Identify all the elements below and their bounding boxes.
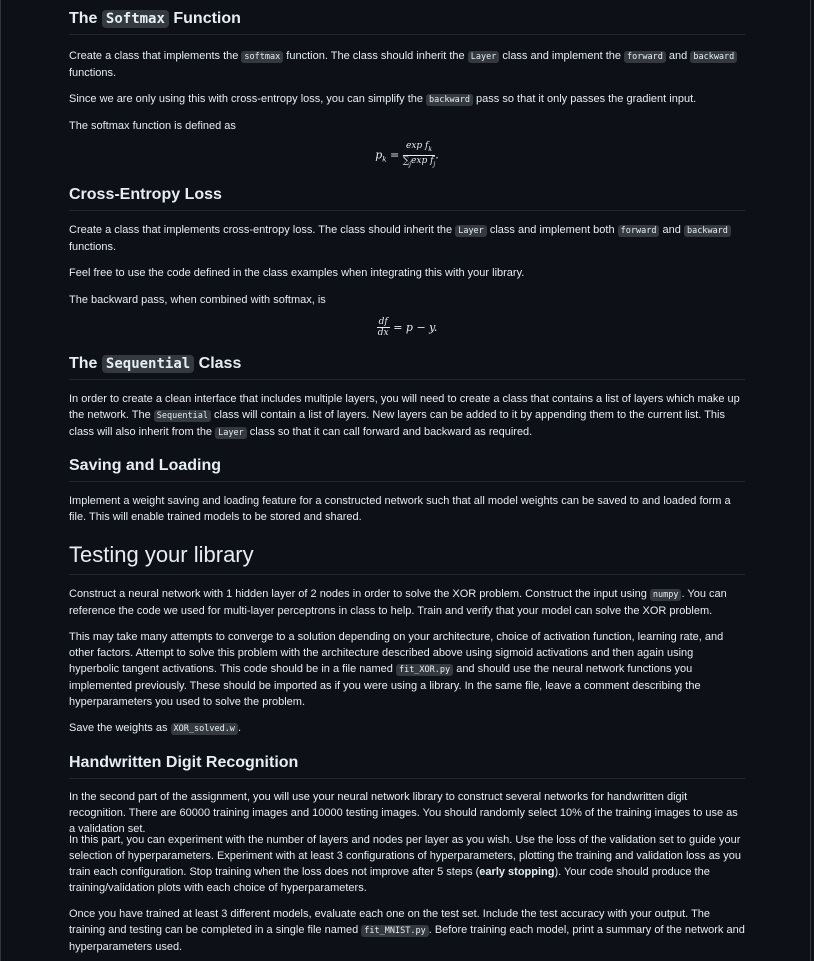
testing-paragraph-1: Construct a neural network with 1 hidden layer of 2 nodes in order to solve the XOR problem. Construct the input using numpy . You can reference the code we used for multi-layer perceptrons in class to help. Train and verify that your model can solve the XOR problem. <box>69 588 727 617</box>
heading-softmax: The Softmax Function <box>69 10 745 35</box>
digits-paragraph-1: In the second part of the assignment, you will use your neural network library to construct several networks for handwritten digit recognition. There are 60000 training images and 10000 testing images. You should randomly select 10% of the training images to use as a validation set. <box>69 791 738 835</box>
testing-paragraph-2: This may take many attempts to converge to a solution depending on your architecture, choice of activation function, learning rate, and other factors. Attempt to solve this problem with the architecture described above using sigmoid activations and then again using hyperbolic tangent activations. This code should be in a file named fit_XOR.py and should use the neural network functions you implemented previously. These should be imported as if you were using a library. In the same file, leave a comment describing the hyperparameters you used to solve the problem. <box>69 631 724 708</box>
softmax-equation: $p_k$ = $\frac{\exp f_k}{\sum_j\exp f_j}$ . <box>375 141 439 168</box>
xent-paragraph-3: The backward pass, when combined with softmax, is <box>69 294 326 306</box>
testing-paragraph-3: Save the weights as XOR_solved.w . <box>69 722 241 734</box>
softmax-paragraph-1: Create a class that implements the softmax function. The class should inherit the Layer class and implement the forward and backward functions. <box>69 48 745 81</box>
heading-cross-entropy: Cross-Entropy Loss <box>69 186 745 211</box>
digits-paragraph-2: In this part, you can experiment with the number of layers and nodes per layer as you wish. Use the loss of the validation set to guide your selection of hyperparameters. Experiment with at least 3 configurations of hyperparameters, plotting the training and validation loss as you train each configuration. Stop training when the loss does not improve after 5 steps (early stopping). Your code should produce the training/validation plots with each choice of hyperparameters. <box>69 834 741 894</box>
heading-sequential: The Sequential Class <box>69 355 745 380</box>
heading-digit-recognition: Handwritten Digit Recognition <box>69 754 745 779</box>
softmax-paragraph-3: The softmax function is defined as <box>69 120 236 132</box>
saving-paragraph-1: Implement a weight saving and loading feature for a constructed network such that all model weights can be saved to and loaded form a file. This will enable trained models to be stored and shared. <box>69 495 731 523</box>
xent-equation: $\frac{df}{dx}$ = p − y. <box>377 317 438 338</box>
heading-testing-library: Testing your library <box>69 542 745 575</box>
xent-paragraph-1: Create a class that implements cross-entropy loss. The class should inherit the Layer class and implement both forward and backward functions. <box>69 222 745 255</box>
softmax-paragraph-2: Since we are only using this with cross-entropy loss, you can simplify the backward pass so that it only passes the gradient input. <box>69 93 697 105</box>
sequential-paragraph-1: In order to create a clean interface that includes multiple layers, you will need to create a class that contains a list of layers which make up the network. The Sequential class will contain a list of layers. New layers can be added to it by appending them to the current list. This class will also inherit from the Layer class so that it can call forward and backward as required. <box>69 393 740 438</box>
digits-paragraph-3: Once you have trained at least 3 different models, evaluate each one on the test set. Include the test accuracy with your output. The training and testing can be completed in a single file named fit_MNIST.py . Before training each model, print a summary of the network and hyperparameters used. <box>69 908 745 953</box>
heading-saving-loading: Saving and Loading <box>69 457 745 482</box>
xent-paragraph-2: Feel free to use the code defined in the class examples when integrating this with your library. <box>69 267 525 279</box>
